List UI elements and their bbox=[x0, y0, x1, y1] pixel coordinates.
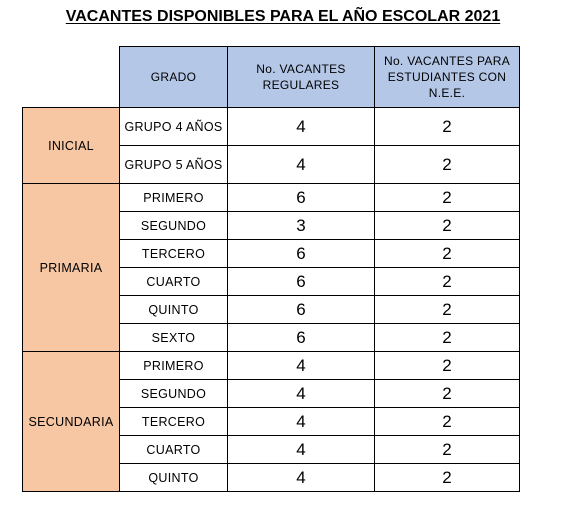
grade-cell: TERCERO bbox=[120, 240, 228, 268]
nee-cell: 2 bbox=[375, 108, 520, 146]
nee-cell: 2 bbox=[375, 436, 520, 464]
vacancies-table bbox=[22, 46, 520, 492]
nee-cell: 2 bbox=[375, 268, 520, 296]
nee-cell: 2 bbox=[375, 380, 520, 408]
nee-cell: 2 bbox=[375, 146, 520, 184]
table-row bbox=[23, 184, 520, 212]
grade-cell: CUARTO bbox=[120, 268, 228, 296]
grade-cell: QUINTO bbox=[120, 464, 228, 492]
header-vacantes-regulares: No. VACANTES REGULARES bbox=[228, 47, 375, 108]
regulares-cell: 3 bbox=[228, 212, 375, 240]
nee-cell: 2 bbox=[375, 296, 520, 324]
level-primaria: PRIMARIA bbox=[23, 184, 120, 352]
regulares-cell: 6 bbox=[228, 296, 375, 324]
regulares-cell: 6 bbox=[228, 268, 375, 296]
nee-cell: 2 bbox=[375, 408, 520, 436]
regulares-cell: 4 bbox=[228, 108, 375, 146]
nee-cell: 2 bbox=[375, 212, 520, 240]
regulares-cell: 4 bbox=[228, 408, 375, 436]
header-vacantes-nee: No. VACANTES PARA ESTUDIANTES CON N.E.E. bbox=[375, 47, 520, 108]
nee-cell: 2 bbox=[375, 352, 520, 380]
regulares-cell: 6 bbox=[228, 240, 375, 268]
level-secundaria: SECUNDARIA bbox=[23, 352, 120, 492]
regulares-cell: 4 bbox=[228, 352, 375, 380]
empty-corner-cell bbox=[23, 47, 120, 108]
grade-cell: SEGUNDO bbox=[120, 212, 228, 240]
regulares-cell: 4 bbox=[228, 436, 375, 464]
grade-cell: PRIMERO bbox=[120, 352, 228, 380]
nee-cell: 2 bbox=[375, 324, 520, 352]
regulares-cell: 6 bbox=[228, 324, 375, 352]
grade-cell: GRUPO 4 AÑOS bbox=[120, 108, 228, 146]
header-row bbox=[23, 47, 520, 108]
header-grado: GRADO bbox=[120, 47, 228, 108]
grade-cell: GRUPO 5 AÑOS bbox=[120, 146, 228, 184]
regulares-cell: 4 bbox=[228, 464, 375, 492]
level-inicial: INICIAL bbox=[23, 108, 120, 184]
page-title: VACANTES DISPONIBLES PARA EL AÑO ESCOLAR 2021 bbox=[65, 8, 501, 25]
grade-cell: CUARTO bbox=[120, 436, 228, 464]
nee-cell: 2 bbox=[375, 464, 520, 492]
regulares-cell: 4 bbox=[228, 380, 375, 408]
grade-cell: SEGUNDO bbox=[120, 380, 228, 408]
regulares-cell: 6 bbox=[228, 184, 375, 212]
grade-cell: SEXTO bbox=[120, 324, 228, 352]
table-row bbox=[23, 352, 520, 380]
grade-cell: QUINTO bbox=[120, 296, 228, 324]
grade-cell: PRIMERO bbox=[120, 184, 228, 212]
nee-cell: 2 bbox=[375, 240, 520, 268]
grade-cell: TERCERO bbox=[120, 408, 228, 436]
table-row bbox=[23, 108, 520, 146]
regulares-cell: 4 bbox=[228, 146, 375, 184]
nee-cell: 2 bbox=[375, 184, 520, 212]
